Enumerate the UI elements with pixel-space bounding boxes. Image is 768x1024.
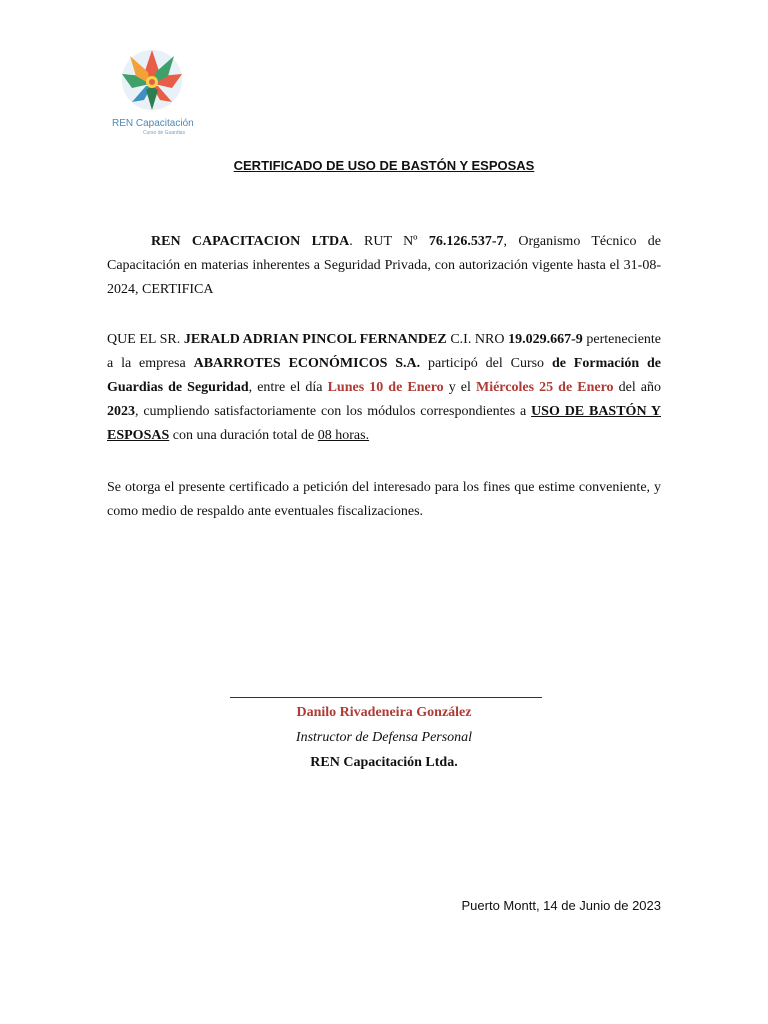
signature-line	[230, 697, 542, 698]
place-and-date: Puerto Montt, 14 de Junio de 2023	[461, 898, 661, 913]
paragraph-certification	[107, 328, 661, 448]
text: , entre el día	[248, 380, 328, 395]
logo-name: REN Capacitación	[112, 118, 194, 129]
end-date: Miércoles 25 de Enero	[475, 380, 614, 395]
certificate-title: CERTIFICADO DE USO DE BASTÓN Y ESPOSAS	[233, 158, 535, 173]
course-name: de Formación de Guardias de Seguridad	[107, 356, 661, 395]
participant-name: JERALD ADRIAN PINCOL FERNANDEZ	[183, 332, 447, 347]
text: QUE EL SR.	[107, 332, 184, 347]
course-year: 2023	[107, 404, 135, 419]
lotus-flower-icon	[112, 44, 202, 116]
signer-organization: REN Capacitación Ltda.	[310, 755, 458, 770]
course-duration: 08 horas.	[317, 428, 370, 443]
issuer-name: REN CAPACITACION LTDA	[151, 234, 350, 249]
text: del año	[613, 380, 662, 395]
text: con una duración total de	[169, 428, 318, 443]
signer-name: Danilo Rivadeneira González	[296, 705, 472, 720]
text: . RUT Nº	[349, 234, 429, 249]
text: , cumpliendo satisfactoriamente con los módulos correspondientes a	[135, 404, 532, 419]
text: y el	[443, 380, 476, 395]
text: perteneciente a la empresa	[107, 332, 662, 371]
logo-tagline: Curso de Guardias	[143, 130, 185, 136]
participant-id: 19.029.667-9	[508, 332, 583, 347]
start-date: Lunes 10 de Enero	[327, 380, 444, 395]
text: participó del Curso	[420, 356, 552, 371]
paragraph-issuer	[107, 230, 661, 302]
signer-role: Instructor de Defensa Personal	[295, 730, 473, 745]
module-name: USO DE BASTÓN Y ESPOSAS	[107, 404, 661, 443]
text: , Organismo Técnico de Capacitación en materias inherentes a Seguridad Privada, con autorización vigente hasta el 31-08-2024, CERTIFICA	[107, 234, 661, 297]
rut-number: 76.126.537-7	[428, 234, 504, 249]
paragraph-purpose: Se otorga el presente certificado a petición del interesado para los fines que estime conveniente, y como medio de respaldo ante eventuales fiscalizaciones.	[107, 480, 661, 519]
employer-name: ABARROTES ECONÓMICOS S.A.	[193, 356, 421, 371]
text: C.I. NRO	[446, 332, 509, 347]
